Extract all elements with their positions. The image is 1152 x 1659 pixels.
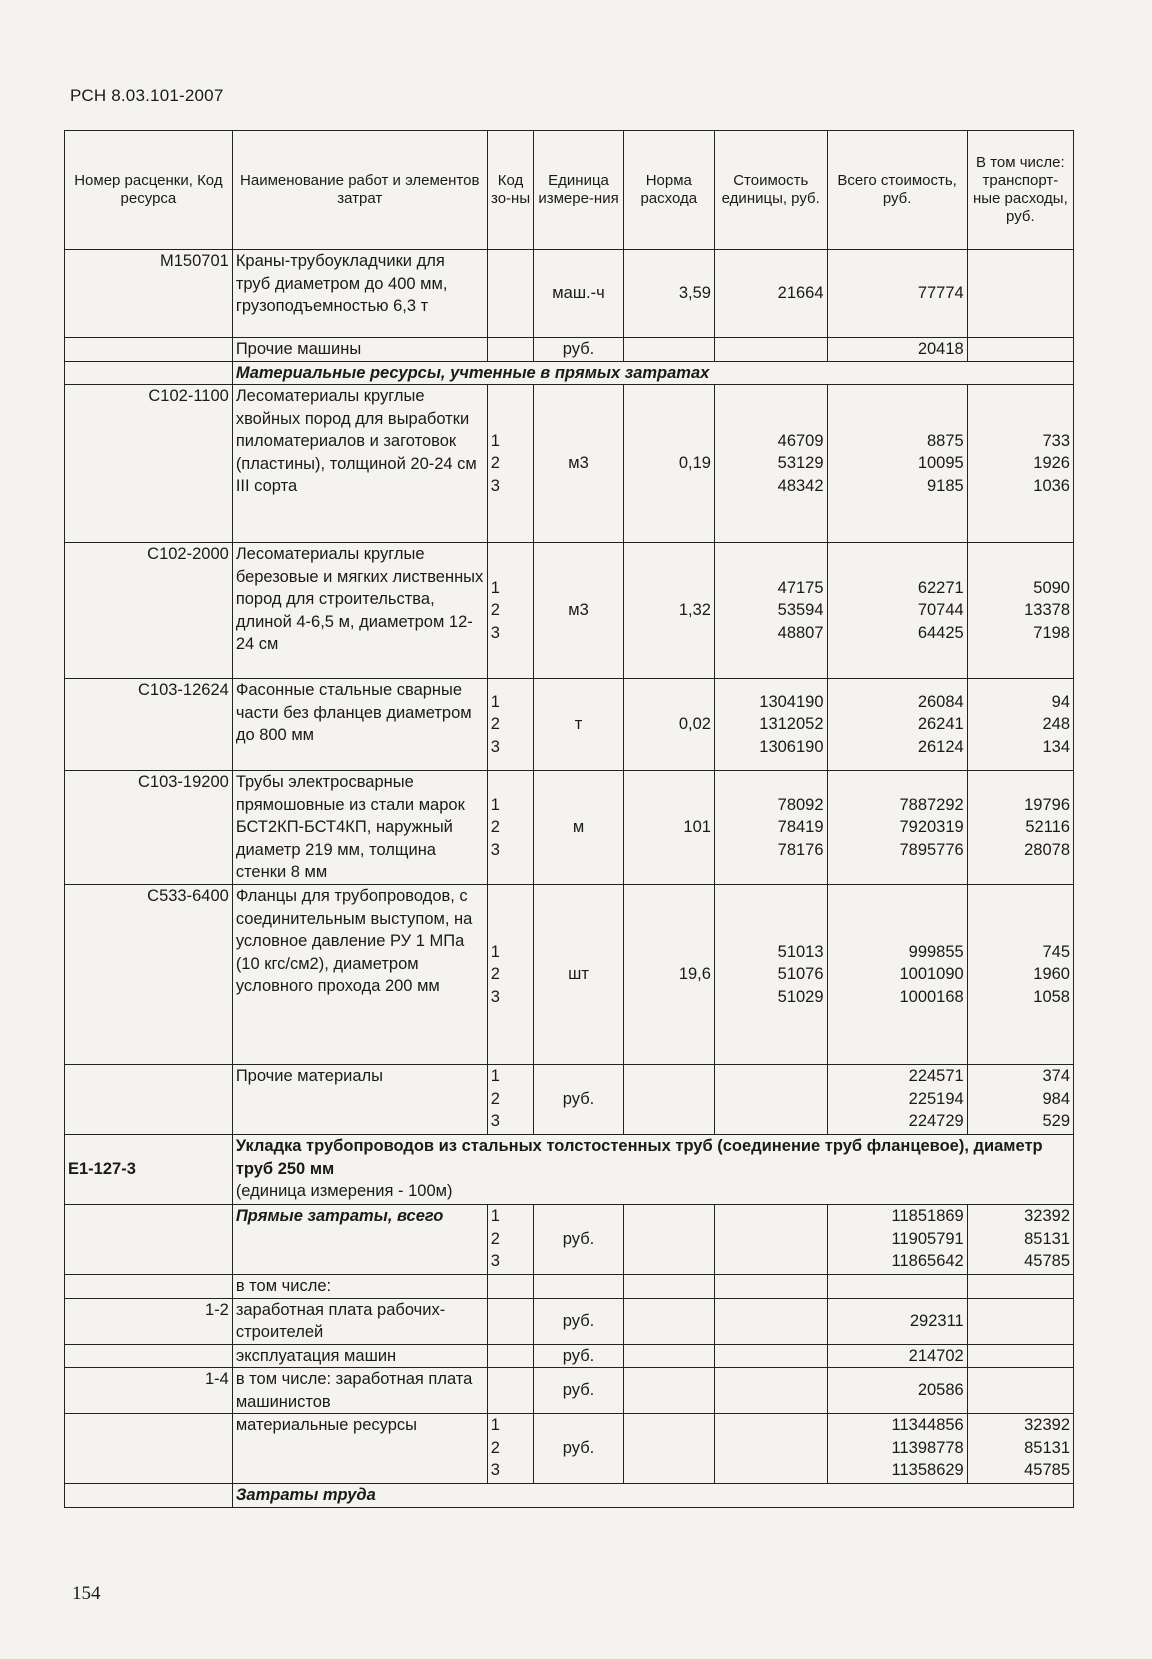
zone: 3: [490, 840, 500, 859]
unit-cost: 1306190: [759, 737, 824, 756]
unit-cost: 53594: [777, 601, 824, 620]
transport-cost: 733: [1042, 431, 1070, 450]
unit-cost: 53129: [777, 454, 824, 473]
table-row: [65, 543, 1074, 679]
resource-code: С533-6400: [65, 885, 233, 1065]
table-row: [65, 1344, 1074, 1368]
norm: 19,6: [623, 885, 714, 1065]
unit-cost: 48342: [777, 476, 824, 495]
zone: 3: [490, 1252, 500, 1270]
transport-cost: 52116: [1025, 818, 1070, 837]
transport-cost: 94: [1051, 692, 1070, 711]
norm: 101: [623, 771, 714, 885]
col-header-transport: В том числе: транспорт-ные расходы, руб.: [967, 131, 1073, 250]
total-cost: 292311: [827, 1298, 967, 1344]
total-cost: 9185: [927, 476, 964, 495]
table-row: [65, 679, 1074, 771]
transport-cost: 7198: [1033, 623, 1070, 642]
total-cost: 62271: [917, 578, 964, 597]
transport-cost: 248: [1042, 715, 1070, 734]
unit: руб.: [534, 1205, 623, 1275]
transport-cost: 32392: [1024, 1416, 1070, 1434]
total-cost: 70744: [917, 601, 964, 620]
total-cost: 7895776: [899, 840, 964, 859]
zone: 1: [490, 431, 500, 450]
unit-cost: 1312052: [759, 715, 824, 734]
resource-code: С103-19200: [65, 771, 233, 885]
total-cost: 214702: [827, 1344, 967, 1368]
transport-cost: 529: [1042, 1112, 1070, 1130]
total-cost: 11398778: [891, 1438, 964, 1457]
table-row: [65, 1298, 1074, 1344]
transport-cost: 19796: [1024, 795, 1070, 814]
total-cost: 20586: [827, 1368, 967, 1414]
total-cost: 11865642: [891, 1252, 964, 1270]
transport-cost: 85131: [1024, 1438, 1070, 1457]
resource-code: М150701: [65, 250, 233, 338]
total-cost: 77774: [827, 250, 967, 338]
table-row: [65, 771, 1074, 885]
resource-name: Лесоматериалы круглые березовые и мягких лиственных пород для строительства, длиной 4-6,5 м, диаметром 12-24 см: [232, 543, 487, 679]
total-cost: 26241: [917, 715, 964, 734]
table-header: [65, 131, 1074, 250]
zone: 2: [490, 1438, 500, 1457]
unit: м3: [534, 543, 623, 679]
total-cost: 1000168: [899, 987, 964, 1006]
rate-code: Е1-127-3: [65, 1135, 233, 1205]
unit: т: [534, 679, 623, 771]
resource-name: Затраты труда: [232, 1484, 1073, 1508]
table-row: [65, 385, 1074, 543]
transport-cost: 13378: [1024, 601, 1070, 620]
total-cost: 8875: [927, 431, 964, 450]
table-row: [65, 338, 1074, 362]
resource-name: в том числе: заработная плата машинистов: [232, 1368, 487, 1414]
total-cost: 20418: [827, 338, 967, 362]
zone: 1: [490, 1416, 500, 1434]
zone: 3: [490, 1112, 500, 1130]
transport-cost: 45785: [1024, 1252, 1070, 1270]
norm: 0,02: [623, 679, 714, 771]
col-header-zone: Код зо-ны: [487, 131, 534, 250]
zone: 2: [490, 601, 500, 620]
zone: 3: [490, 737, 500, 756]
rate-heading-row: [65, 1135, 1074, 1205]
zone: 1: [490, 1067, 500, 1085]
unit-cost: 46709: [777, 431, 824, 450]
total-cost: 224729: [908, 1112, 964, 1130]
total-cost: 26124: [917, 737, 964, 756]
total-cost: 7887292: [899, 795, 964, 814]
unit: м: [534, 771, 623, 885]
transport-cost: 85131: [1024, 1229, 1070, 1248]
resource-name: эксплуатация машин: [232, 1344, 487, 1368]
total-cost: 64425: [917, 623, 964, 642]
zone: 1: [490, 1207, 500, 1225]
unit: руб.: [534, 1065, 623, 1135]
zone: 1: [490, 692, 500, 711]
total-cost: 11344856: [891, 1416, 964, 1434]
resource-name: Фасонные стальные сварные части без фланцев диаметром до 800 мм: [232, 679, 487, 771]
zone: 2: [490, 818, 500, 837]
unit-cost: 51013: [777, 942, 824, 961]
resource-code: С102-1100: [65, 385, 233, 543]
zone: 2: [490, 1229, 500, 1248]
resource-code: С103-12624: [65, 679, 233, 771]
zone: 3: [490, 623, 500, 642]
total-cost: 224571: [908, 1067, 964, 1085]
zone: 2: [490, 715, 500, 734]
unit: руб.: [534, 1344, 623, 1368]
transport-cost: 1960: [1033, 965, 1070, 984]
zone: 1: [490, 942, 500, 961]
document-code: РСН 8.03.101-2007: [70, 86, 224, 105]
resource-name: Лесоматериалы круглые хвойных пород для выработки пиломатериалов и заготовок (пластины), толщиной 20-24 см III сорта: [232, 385, 487, 543]
unit: руб.: [534, 338, 623, 362]
resource-name: Краны-трубоукладчики для труб диаметром до 400 мм, грузоподъемностью 6,3 т: [232, 250, 487, 338]
norm: 3,59: [623, 250, 714, 338]
total-cost: 1001090: [899, 965, 964, 984]
table-row: [65, 1065, 1074, 1135]
unit-cost: 78176: [777, 840, 824, 859]
table-row: [65, 1368, 1074, 1414]
table-row: [65, 1484, 1074, 1508]
page-number: 154: [72, 1583, 101, 1604]
col-header-unit-cost: Стоимость единицы, руб.: [714, 131, 827, 250]
transport-cost: 28078: [1024, 840, 1070, 859]
resource-name: Фланцы для трубопроводов, с соединительным выступом, на условное давление РУ 1 МПа (10 кгс/см2), диаметром условного прохода 200 мм: [232, 885, 487, 1065]
zone: 3: [490, 476, 500, 495]
resource-name: материальные ресурсы: [232, 1414, 487, 1484]
transport-cost: 45785: [1024, 1461, 1070, 1479]
unit-cost: 21664: [714, 250, 827, 338]
zone: 2: [490, 1089, 500, 1108]
rates-table: [64, 130, 1074, 1508]
transport-cost: 32392: [1024, 1207, 1070, 1225]
col-header-unit: Единица измере-ния: [534, 131, 623, 250]
table-row: [65, 885, 1074, 1065]
total-cost: 225194: [908, 1089, 964, 1108]
transport-cost: 1926: [1033, 454, 1070, 473]
unit-cost: 47175: [777, 578, 824, 597]
zone: 3: [490, 987, 500, 1006]
total-cost: 11851869: [891, 1207, 964, 1225]
unit: руб.: [534, 1368, 623, 1414]
col-header-norm: Норма расхода: [623, 131, 714, 250]
total-cost: 26084: [917, 692, 964, 711]
unit-cost: 51029: [777, 987, 824, 1006]
resource-name: заработная плата рабочих-строителей: [232, 1298, 487, 1344]
total-cost: 999855: [908, 942, 964, 961]
unit-cost: 48807: [777, 623, 824, 642]
table-row: [65, 1414, 1074, 1484]
col-header-total: Всего стоимость, руб.: [827, 131, 967, 250]
total-cost: 7920319: [899, 818, 964, 837]
table-row: [65, 1275, 1074, 1299]
resource-name: Прямые затраты, всего: [232, 1205, 487, 1275]
unit: шт: [534, 885, 623, 1065]
unit: маш.-ч: [534, 250, 623, 338]
col-header-name: Наименование работ и элементов затрат: [232, 131, 487, 250]
zone: 1: [490, 795, 500, 814]
transport-cost: 134: [1042, 737, 1070, 756]
unit: м3: [534, 385, 623, 543]
resource-code: С102-2000: [65, 543, 233, 679]
total-cost: 11358629: [891, 1461, 964, 1479]
col-header-code: Номер расценки, Код ресурса: [65, 131, 233, 250]
zone: 2: [490, 454, 500, 473]
zone: 1: [490, 578, 500, 597]
unit-cost: 78092: [777, 795, 824, 814]
total-cost: 10095: [917, 454, 964, 473]
unit: руб.: [534, 1414, 623, 1484]
rate-unit-note: (единица измерения - 100м): [235, 1182, 453, 1200]
norm: 1,32: [623, 543, 714, 679]
zone: 3: [490, 1461, 500, 1479]
transport-cost: 374: [1042, 1067, 1070, 1085]
resource-name: в том числе:: [232, 1275, 487, 1299]
transport-cost: 745: [1042, 942, 1070, 961]
transport-cost: 1036: [1033, 476, 1070, 495]
section-row: [65, 361, 1074, 385]
transport-cost: 5090: [1033, 578, 1070, 597]
unit: руб.: [534, 1298, 623, 1344]
resource-name: Трубы электросварные прямошовные из стали марок БСТ2КП-БСТ4КП, наружный диаметр 219 мм, толщина стенки 8 мм: [232, 771, 487, 885]
resource-code: 1-2: [65, 1298, 233, 1344]
unit-cost: 1304190: [759, 692, 824, 711]
table-row: [65, 1205, 1074, 1275]
resource-name: Прочие машины: [232, 338, 487, 362]
norm: 0,19: [623, 385, 714, 543]
resource-name: Прочие материалы: [232, 1065, 487, 1135]
section-title: Материальные ресурсы, учтенные в прямых затратах: [232, 361, 1073, 385]
transport-cost: 984: [1042, 1089, 1070, 1108]
transport-cost: 1058: [1033, 987, 1070, 1006]
rate-title: Укладка трубопроводов из стальных толстостенных труб (соединение труб фланцевое), диаметр труб 250 мм: [235, 1137, 1043, 1178]
unit-cost: 78419: [777, 818, 824, 837]
unit-cost: 51076: [777, 965, 824, 984]
total-cost: 11905791: [891, 1229, 964, 1248]
resource-code: 1-4: [65, 1368, 233, 1414]
table-row: [65, 250, 1074, 338]
zone: 2: [490, 965, 500, 984]
